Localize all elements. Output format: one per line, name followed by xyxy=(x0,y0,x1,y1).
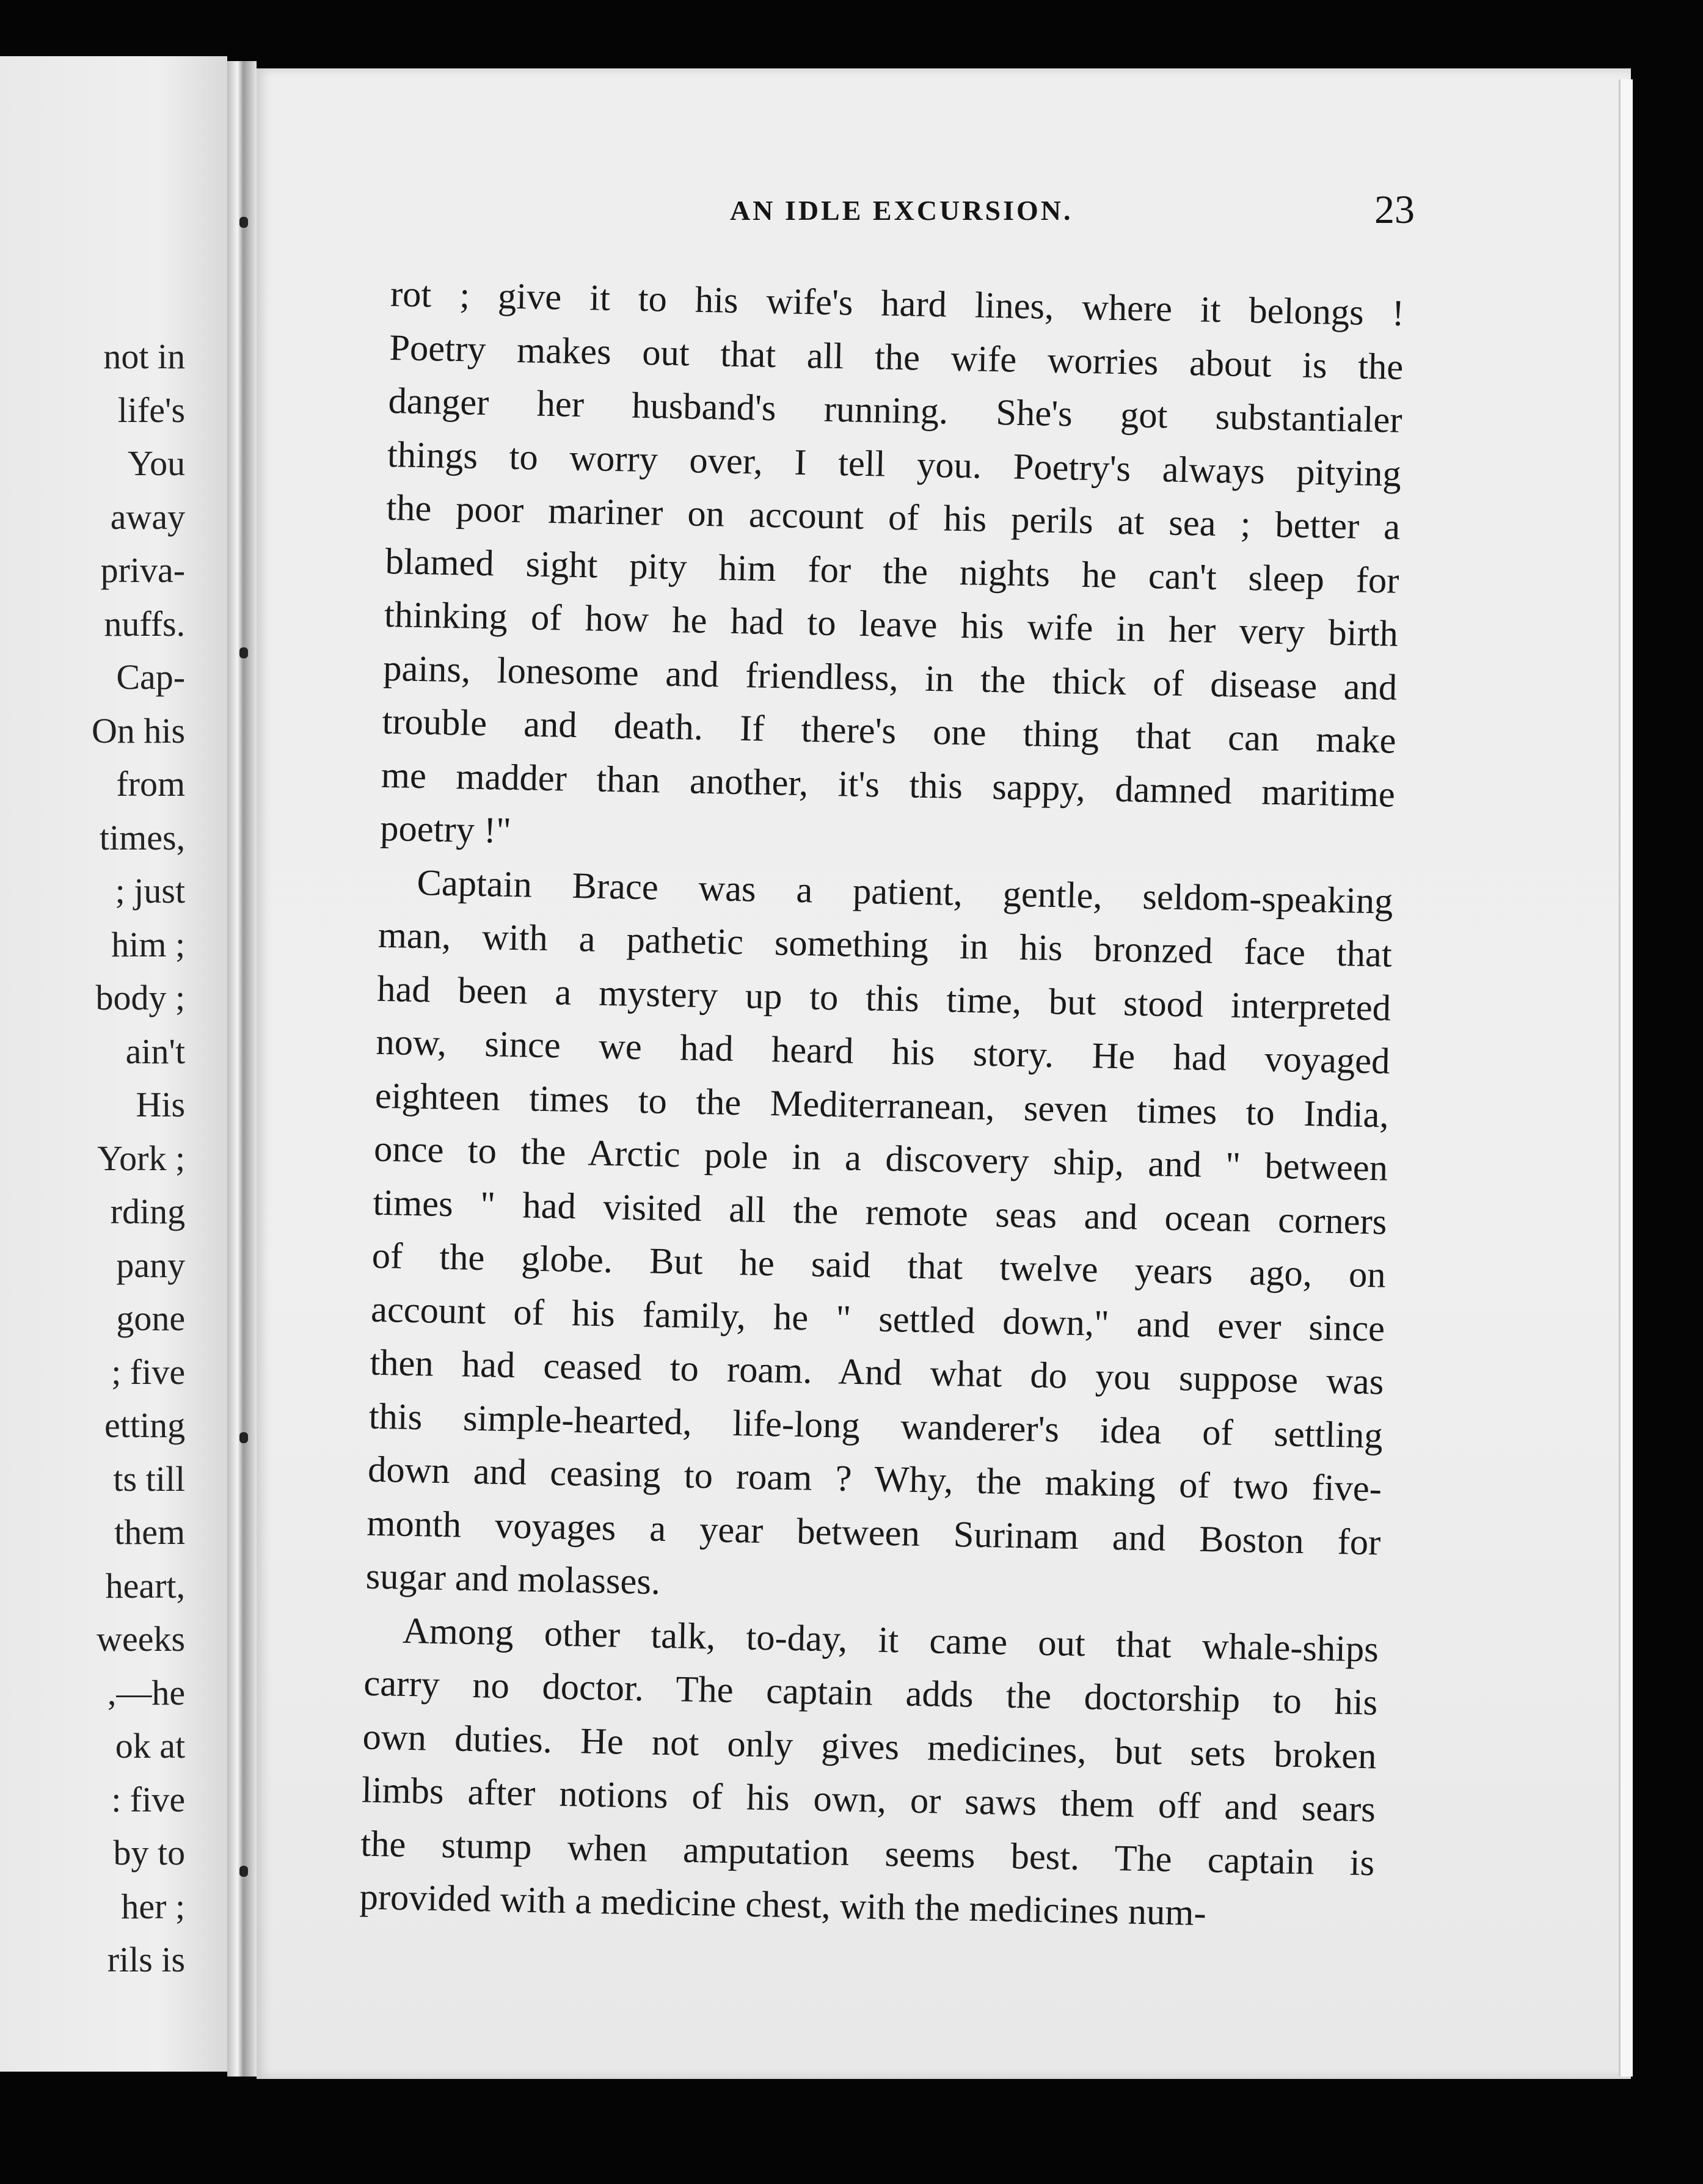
text-line: man, with a pathetic something in his bronzed face that xyxy=(377,914,1393,975)
text-line: provided with a medicine chest, with the medicines num- xyxy=(359,1876,1207,1934)
text-line: trouble and death. If there's one thing that can make xyxy=(382,701,1397,762)
text-line: once to the Arctic pole in a discovery ship, and " between xyxy=(373,1128,1388,1189)
book-gutter xyxy=(227,61,257,2077)
left-page-line: etting xyxy=(104,1405,186,1445)
text-line: danger her husband's running. She's got substantialer xyxy=(388,380,1403,441)
text-line: account of his family, he " settled down," and ever since xyxy=(370,1289,1385,1350)
left-page-line: priva- xyxy=(100,550,186,590)
left-page-line: them xyxy=(114,1512,186,1552)
left-page-line: : five xyxy=(111,1779,186,1819)
text-line: the stump when amputation seems best. The captain is xyxy=(360,1823,1375,1884)
text-line: then had ceased to roam. And what do you suppose was xyxy=(369,1342,1384,1403)
text-line: limbs after notions of his own, or saws them off and sears xyxy=(361,1769,1376,1830)
text-line: pains, lonesome and friendless, in the thick of disease and xyxy=(382,647,1398,708)
left-facing-page xyxy=(0,56,227,2072)
left-page-line: heart, xyxy=(105,1565,186,1606)
left-page-line: away xyxy=(110,497,186,537)
left-page-line: him ; xyxy=(111,924,186,964)
text-line: sugar and molasses. xyxy=(365,1556,661,1603)
left-page-line: You xyxy=(127,443,186,483)
left-page-line: life's xyxy=(117,390,186,430)
text-line: had been a mystery up to this time, but stood interpreted xyxy=(376,968,1391,1029)
left-page-line: ; five xyxy=(111,1352,186,1392)
text-line: Among other talk, to-day, it came out that whale-ships xyxy=(402,1610,1379,1670)
body-text xyxy=(359,268,1405,1943)
page-number: 23 xyxy=(1374,187,1415,232)
text-line: me madder than another, it's this sappy, damned maritime xyxy=(381,754,1396,815)
text-line: of the globe. But he said that twelve years ago, on xyxy=(371,1235,1387,1296)
left-page-line: pany xyxy=(116,1245,186,1285)
left-page-line: body ; xyxy=(95,978,186,1017)
left-page-line: from xyxy=(116,764,186,804)
left-page-line: York ; xyxy=(97,1138,186,1178)
text-line: times " had visited all the remote seas and ocean corners xyxy=(372,1182,1387,1243)
left-page-line: gone xyxy=(116,1298,186,1338)
running-head: AN IDLE EXCURSION. xyxy=(730,195,1073,226)
left-page-line: ts till xyxy=(113,1458,186,1499)
left-page-line: weeks xyxy=(97,1619,186,1659)
page-edge xyxy=(1619,79,1633,2077)
left-page-line: nuffs. xyxy=(104,603,186,644)
left-page-line: On his xyxy=(92,710,186,751)
text-line: Poetry makes out that all the wife worries about is the xyxy=(388,327,1404,388)
text-line: eighteen times to the Mediterranean, seven times to India, xyxy=(374,1075,1390,1136)
left-page-line: ; just xyxy=(115,871,186,911)
binding-stitch xyxy=(239,1432,248,1443)
left-page-line: not in xyxy=(103,337,186,376)
binding-stitch xyxy=(239,647,248,658)
left-page-line: times, xyxy=(99,817,186,857)
left-page-line: ok at xyxy=(115,1726,186,1766)
left-page-line: Cap- xyxy=(116,657,186,697)
text-line: now, since we had heard his story. He had voyaged xyxy=(376,1021,1390,1082)
text-line: things to worry over, I tell you. Poetry's always pitying xyxy=(387,434,1402,495)
text-line: this simple-hearted, life-long wanderer's idea of settling xyxy=(368,1396,1384,1457)
left-page-text-fragments xyxy=(92,330,185,1987)
text-line: blamed sight pity him for the nights he can't sleep for xyxy=(385,541,1400,602)
left-page-line: His xyxy=(136,1085,186,1124)
left-page-line: by to xyxy=(113,1833,186,1873)
paragraph xyxy=(365,855,1393,1623)
text-line: down and ceasing to roam ? Why, the making of two five- xyxy=(367,1449,1382,1510)
text-line: month voyages a year between Surinam and Boston for xyxy=(366,1502,1381,1563)
paragraph xyxy=(359,1603,1379,1943)
text-line: thinking of how he had to leave his wife in her very birth xyxy=(384,594,1399,655)
left-page-line: ,—he xyxy=(107,1672,186,1713)
text-line: poetry !" xyxy=(379,807,512,851)
binding-stitch xyxy=(239,217,248,228)
text-line: the poor mariner on account of his perils at sea ; better a xyxy=(385,487,1401,548)
text-line: rot ; give it to his wife's hard lines, where it belongs ! xyxy=(390,273,1405,334)
binding-stitch xyxy=(239,1866,248,1877)
paragraph xyxy=(380,268,1405,875)
left-page-line: rils is xyxy=(107,1940,186,1979)
left-page-line: ain't xyxy=(125,1031,186,1071)
left-page-line: rding xyxy=(110,1192,186,1231)
left-page-line: her ; xyxy=(121,1886,186,1926)
text-line: Captain Brace was a patient, gentle, seldom-speaking xyxy=(417,862,1394,922)
text-line: carry no doctor. The captain adds the doctorship to his xyxy=(363,1662,1378,1724)
text-line: own duties. He not only gives medicines, but sets broken xyxy=(362,1716,1377,1777)
